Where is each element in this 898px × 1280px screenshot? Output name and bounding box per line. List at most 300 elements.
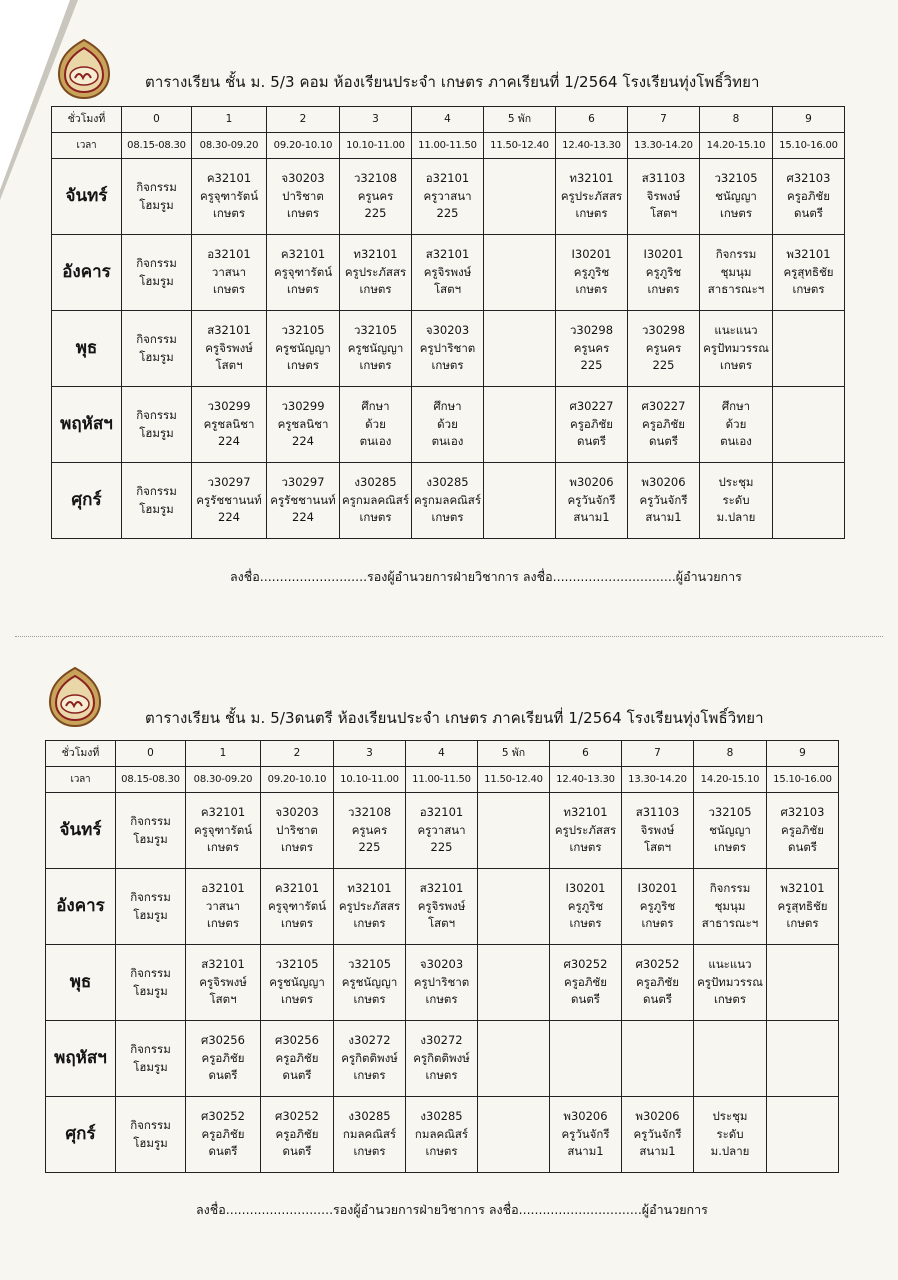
class-cell-line: เกษตร xyxy=(280,840,314,855)
class-cell-line: ศึกษา xyxy=(361,398,390,413)
class-cell-line: เกษตร xyxy=(792,282,825,297)
class-cell-line: พ30206 xyxy=(563,1108,608,1123)
class-cell-line: โสตฯ xyxy=(649,206,678,221)
class-cell xyxy=(122,235,192,311)
day-label: จันทร์ xyxy=(52,159,122,235)
class-cell-line: ครูอภิชัย xyxy=(275,1050,319,1065)
day-row xyxy=(52,159,845,235)
class-cell-line: ศ30252 xyxy=(635,956,680,971)
class-cell xyxy=(773,159,845,235)
class-cell-line: ด้วย xyxy=(365,416,386,431)
day-label: พฤหัสฯ xyxy=(46,1021,116,1097)
class-cell-line: 224 xyxy=(218,434,240,449)
class-cell-line: ท32101 xyxy=(353,246,398,261)
header-cell: 15.10-16.00 xyxy=(767,767,839,793)
class-cell-line: ครูสุทธิชัย xyxy=(783,264,834,279)
class-cell-line: กิจกรรม xyxy=(130,1041,171,1056)
header-cell: 6 xyxy=(550,741,622,767)
class-cell-line: ศ32103 xyxy=(786,170,831,185)
class-cell-line: ครูปัทมวรรณ xyxy=(697,974,763,989)
class-cell-line: เกษตร xyxy=(359,282,392,297)
sheet-title: ตารางเรียน ชั้น ม. 5/3ดนตรี ห้องเรียนประจำ เกษตร ภาคเรียนที่ 1/2564 โรงเรียนทุ่งโพธิ์วิทยา xyxy=(145,709,764,727)
class-cell-line: แนะแนว xyxy=(714,322,758,337)
class-cell-line: ครูวันจักรี xyxy=(561,1126,610,1141)
class-cell-line: ครูกิตติพงษ์ xyxy=(413,1050,470,1065)
header-cell: 12.40-13.30 xyxy=(550,767,622,793)
class-cell xyxy=(267,311,340,387)
class-cell-line: เกษตร xyxy=(425,1144,458,1159)
class-cell-line: จ30203 xyxy=(419,956,464,971)
class-cell xyxy=(340,387,412,463)
class-cell xyxy=(334,945,406,1021)
class-cell xyxy=(694,1021,767,1097)
class-cell-line: ว32105 xyxy=(353,322,398,337)
day-label: ศุกร์ xyxy=(52,463,122,539)
class-cell-line: 225 xyxy=(580,358,603,373)
class-cell-line: กิจกรรม xyxy=(715,246,757,261)
class-cell-line: ดนตรี xyxy=(282,1068,312,1083)
class-cell xyxy=(484,235,556,311)
class-cell xyxy=(622,793,694,869)
class-cell-line: เกษตร xyxy=(719,358,753,373)
header-cell: 5 พัก xyxy=(478,741,550,767)
signature-line: ลงชื่อ...........................รองผู้อำนวยการฝ่ายวิชาการ ลงชื่อ...............................ผู้อำนวยการ xyxy=(230,569,742,584)
class-cell-line: ครูกิตติพงษ์ xyxy=(341,1050,398,1065)
cut-divider xyxy=(15,636,883,637)
class-cell-line: ครูกมลคณิสร์ xyxy=(413,492,482,507)
day-row xyxy=(52,235,845,311)
class-cell-line: ว32108 xyxy=(353,170,398,185)
class-cell-line: ครูจิรพงษ์ xyxy=(423,264,472,279)
class-cell-line: ประชุม xyxy=(718,474,754,489)
day-row xyxy=(52,463,845,539)
class-cell xyxy=(773,235,845,311)
class-cell xyxy=(773,463,845,539)
class-cell xyxy=(622,869,694,945)
class-cell-line: ครูปัทมวรรณ xyxy=(703,340,769,355)
class-cell xyxy=(628,387,700,463)
class-cell xyxy=(773,387,845,463)
header-cell: 2 xyxy=(267,107,340,133)
class-cell-line: จ30203 xyxy=(281,170,325,185)
day-label: จันทร์ xyxy=(46,793,116,869)
class-cell-line: ครูภูริช xyxy=(645,264,682,279)
class-cell-line: เกษตร xyxy=(353,1068,386,1083)
class-cell-line: ครูจุฑารัตน์ xyxy=(273,264,333,279)
class-cell-line: โฮมรูม xyxy=(139,501,174,516)
class-cell xyxy=(334,1021,406,1097)
class-cell-line: เกษตร xyxy=(719,206,753,221)
class-cell-line: ศ30227 xyxy=(641,398,686,413)
class-cell-line: กิจกรรม xyxy=(136,331,177,346)
class-cell xyxy=(550,1021,622,1097)
header-cell: 12.40-13.30 xyxy=(556,133,628,159)
class-cell xyxy=(116,1097,186,1173)
class-cell-line: กิจกรรม xyxy=(136,483,177,498)
header-cell: 08.15-08.30 xyxy=(116,767,186,793)
class-cell-line: โฮมรูม xyxy=(139,197,174,212)
class-cell-line: ชนัญญา xyxy=(709,822,751,837)
class-cell-line: ส32101 xyxy=(419,880,464,895)
day-label: ศุกร์ xyxy=(46,1097,116,1173)
class-cell-line: เกษตร xyxy=(425,1068,458,1083)
header-cell: 08.30-09.20 xyxy=(192,133,267,159)
class-cell xyxy=(622,1021,694,1097)
class-cell-line: กิจกรรม xyxy=(709,880,751,895)
class-cell xyxy=(622,945,694,1021)
class-cell-line: กิจกรรม xyxy=(136,179,177,194)
class-cell-line: เกษตร xyxy=(713,992,747,1007)
class-cell xyxy=(267,387,340,463)
class-cell xyxy=(261,945,334,1021)
class-cell xyxy=(267,235,340,311)
class-cell-line: ครูประภัสสร xyxy=(338,898,401,913)
class-cell-line: ด้วย xyxy=(437,416,458,431)
class-cell-line: ศ30252 xyxy=(275,1108,319,1123)
class-cell-line: ค32101 xyxy=(200,804,246,819)
class-cell-line: อ32101 xyxy=(419,804,464,819)
class-cell-line: 224 xyxy=(292,434,314,449)
class-cell xyxy=(694,945,767,1021)
class-cell-line: ค32101 xyxy=(280,246,326,261)
class-cell xyxy=(478,945,550,1021)
class-cell-line: เกษตร xyxy=(431,358,464,373)
class-cell-line: ครูประภัสสร xyxy=(344,264,407,279)
class-cell-line: ดนตรี xyxy=(208,1068,238,1083)
class-cell-line: เกษตร xyxy=(425,992,458,1007)
class-cell-line: ด้วย xyxy=(725,416,747,431)
class-cell-line: โสตฯ xyxy=(427,916,456,931)
class-cell xyxy=(412,159,484,235)
header-cell: 08.30-09.20 xyxy=(186,767,261,793)
class-cell-line: ส32101 xyxy=(425,246,470,261)
header-cell: 6 xyxy=(556,107,628,133)
class-cell-line: ว32105 xyxy=(347,956,392,971)
class-cell xyxy=(700,463,773,539)
class-cell xyxy=(550,1097,622,1173)
class-cell xyxy=(556,463,628,539)
class-cell xyxy=(700,235,773,311)
class-cell xyxy=(334,1097,406,1173)
class-cell-line: 225 xyxy=(652,358,675,373)
class-cell-line: ดนตรี xyxy=(788,840,817,855)
class-cell-line: ครูรัชชานนท์ xyxy=(196,492,262,507)
class-cell xyxy=(767,1097,839,1173)
class-cell xyxy=(186,945,261,1021)
class-cell-line: สนาม1 xyxy=(573,510,610,525)
class-cell-line: เกษตร xyxy=(212,206,246,221)
class-cell-line: กิจกรรม xyxy=(130,813,171,828)
class-cell-line: เกษตร xyxy=(353,992,386,1007)
class-cell-line: 224 xyxy=(292,510,314,525)
class-cell-line: พ30206 xyxy=(641,474,686,489)
class-cell-line: เกษตร xyxy=(786,916,819,931)
class-cell xyxy=(694,869,767,945)
class-cell-line: ชนัญญา xyxy=(715,188,757,203)
class-cell xyxy=(767,869,839,945)
day-row xyxy=(46,945,839,1021)
class-cell-line: ครูประภัสสร xyxy=(554,822,617,837)
class-cell-line: โสตฯ xyxy=(215,358,243,373)
class-cell-line: ท32101 xyxy=(563,804,608,819)
class-cell-line: จิรพงษ์ xyxy=(646,188,681,203)
class-cell-line: กิจกรรม xyxy=(130,889,171,904)
class-cell xyxy=(412,311,484,387)
class-cell-line: พ30206 xyxy=(569,474,614,489)
class-cell xyxy=(186,1021,261,1097)
class-cell-line: ครูชนัญญา xyxy=(269,974,325,989)
header-cell: 14.20-15.10 xyxy=(700,133,773,159)
class-cell-line: ครูภูริช xyxy=(573,264,610,279)
class-cell xyxy=(116,869,186,945)
header-cell: 11.50-12.40 xyxy=(478,767,550,793)
class-cell-line: ครูชลนิชา xyxy=(277,416,329,431)
class-cell xyxy=(261,793,334,869)
class-cell-line: เกษตร xyxy=(431,510,464,525)
class-cell-line: จ30203 xyxy=(425,322,470,337)
class-cell-line: แนะแนว xyxy=(708,956,752,971)
class-cell-line: เกษตร xyxy=(713,840,747,855)
row-heading: ชั่วโมงที่ xyxy=(52,107,122,133)
class-cell-line: พ32101 xyxy=(786,246,831,261)
header-cell: 9 xyxy=(773,107,845,133)
class-cell-line: I30201 xyxy=(637,880,678,895)
class-cell xyxy=(340,159,412,235)
header-cell: 13.30-14.20 xyxy=(622,767,694,793)
class-cell xyxy=(550,793,622,869)
class-cell-line: ครูนคร xyxy=(357,188,394,203)
class-cell xyxy=(192,463,267,539)
class-cell xyxy=(484,387,556,463)
class-cell xyxy=(340,235,412,311)
class-cell-line: จิรพงษ์ xyxy=(640,822,675,837)
class-cell xyxy=(700,159,773,235)
class-cell-line: ง30285 xyxy=(420,1108,463,1123)
class-cell xyxy=(261,869,334,945)
class-cell xyxy=(628,463,700,539)
class-cell-line: ระดับ xyxy=(722,492,750,507)
class-cell-line: ตนเอง xyxy=(720,434,752,449)
class-cell-line: เกษตร xyxy=(280,992,314,1007)
class-cell-line: ศ30256 xyxy=(275,1032,319,1047)
class-cell-line: ครูสุทธิชัย xyxy=(777,898,828,913)
class-cell-line: เกษตร xyxy=(286,282,320,297)
class-cell-line: โฮมรูม xyxy=(133,983,168,998)
class-cell xyxy=(186,1097,261,1173)
class-cell-line: โฮมรูม xyxy=(133,907,168,922)
class-cell-line: กมลคณิสร์ xyxy=(414,1126,469,1141)
class-cell-line: 225 xyxy=(358,840,381,855)
class-cell-line: เกษตร xyxy=(206,916,240,931)
class-cell-line: I30201 xyxy=(571,246,612,261)
class-cell-line: I30201 xyxy=(565,880,606,895)
header-cell: 3 xyxy=(334,741,406,767)
class-cell xyxy=(700,387,773,463)
class-cell-line: ครูอภิชัย xyxy=(201,1126,245,1141)
class-cell-line: โฮมรูม xyxy=(139,425,174,440)
row-heading: เวลา xyxy=(46,767,116,793)
class-cell-line: ครูอภิชัย xyxy=(275,1126,319,1141)
class-cell-line: สาธารณะฯ xyxy=(701,916,759,931)
header-cell: 9 xyxy=(767,741,839,767)
class-cell-line: ครูนคร xyxy=(573,340,610,355)
header-cell: 1 xyxy=(192,107,267,133)
row-heading: ชั่วโมงที่ xyxy=(46,741,116,767)
class-cell-line: ส31103 xyxy=(641,170,686,185)
class-cell-line: ง30272 xyxy=(420,1032,463,1047)
class-cell-line: เกษตร xyxy=(286,358,320,373)
class-cell-line: ครูอภิชัย xyxy=(781,822,824,837)
timetable xyxy=(45,740,839,1173)
class-cell-line: ครูชนัญญา xyxy=(347,340,404,355)
class-cell-line: ว30299 xyxy=(207,398,251,413)
class-cell xyxy=(412,463,484,539)
class-cell xyxy=(116,945,186,1021)
header-cell: 5 พัก xyxy=(484,107,556,133)
class-cell-line: ดนตรี xyxy=(643,992,672,1007)
class-cell-line: ครูอภิชัย xyxy=(570,416,613,431)
header-cell: 10.10-11.00 xyxy=(334,767,406,793)
class-cell-line: วาสนา xyxy=(205,898,241,913)
class-cell xyxy=(550,945,622,1021)
day-row xyxy=(46,869,839,945)
class-cell-line: ครูวาสนา xyxy=(423,188,472,203)
class-cell xyxy=(694,793,767,869)
class-cell-line: I30201 xyxy=(643,246,684,261)
class-cell-line: ปาริชาต xyxy=(276,822,318,837)
period-header-row xyxy=(46,741,839,767)
class-cell-line: ตนเอง xyxy=(431,434,464,449)
header-cell: 7 xyxy=(628,107,700,133)
class-cell-line: อ32101 xyxy=(207,246,251,261)
class-cell xyxy=(556,387,628,463)
class-cell xyxy=(122,311,192,387)
header-cell: 3 xyxy=(340,107,412,133)
class-cell-line: ส32101 xyxy=(201,956,245,971)
header-cell: 0 xyxy=(122,107,192,133)
header-cell: 13.30-14.20 xyxy=(628,133,700,159)
class-cell-line: เกษตร xyxy=(212,282,246,297)
class-cell-line: ครูนคร xyxy=(645,340,682,355)
class-cell-line: ศ30256 xyxy=(201,1032,245,1047)
class-cell xyxy=(334,869,406,945)
class-cell-line: ครูจุฑารัตน์ xyxy=(267,898,327,913)
class-cell-line: ครูจิรพงษ์ xyxy=(199,974,247,989)
class-cell xyxy=(767,1021,839,1097)
time-header-row xyxy=(52,133,845,159)
class-cell-line: ว32105 xyxy=(714,170,758,185)
class-cell xyxy=(478,793,550,869)
class-cell-line: กิจกรรม xyxy=(130,1117,171,1132)
class-cell xyxy=(484,463,556,539)
class-cell-line: เกษตร xyxy=(647,282,680,297)
class-cell-line: ประชุม xyxy=(712,1108,748,1123)
class-cell-line: เกษตร xyxy=(286,206,320,221)
class-cell-line: ครูวันจักรี xyxy=(639,492,688,507)
class-cell-line: โฮมรูม xyxy=(139,273,174,288)
class-cell-line: เกษตร xyxy=(359,510,392,525)
header-cell: 4 xyxy=(412,107,484,133)
class-cell-line: กิจกรรม xyxy=(136,407,177,422)
class-cell xyxy=(334,793,406,869)
header-cell: 0 xyxy=(116,741,186,767)
class-cell xyxy=(700,311,773,387)
class-cell-line: ส32101 xyxy=(207,322,251,337)
class-cell xyxy=(122,159,192,235)
class-cell-line: เกษตร xyxy=(569,840,602,855)
class-cell xyxy=(622,1097,694,1173)
class-cell-line: 225 xyxy=(436,206,459,221)
class-cell xyxy=(556,159,628,235)
class-cell-line: สาธารณะฯ xyxy=(707,282,765,297)
header-cell: 10.10-11.00 xyxy=(340,133,412,159)
class-cell-line: 224 xyxy=(218,510,240,525)
class-cell-line: ครูจุฑารัตน์ xyxy=(199,188,259,203)
class-cell-line: ครูจิรพงษ์ xyxy=(417,898,466,913)
class-cell-line: ค32101 xyxy=(206,170,252,185)
class-cell-line: ม.ปลาย xyxy=(716,510,756,525)
class-cell-line: กิจกรรม xyxy=(130,965,171,980)
class-cell-line: เกษตร xyxy=(353,916,386,931)
class-cell-line: ดนตรี xyxy=(208,1144,238,1159)
class-cell xyxy=(550,869,622,945)
class-cell xyxy=(767,793,839,869)
class-cell xyxy=(556,235,628,311)
class-cell-line: ม.ปลาย xyxy=(710,1144,750,1159)
day-row xyxy=(46,1021,839,1097)
class-cell-line: ศ32103 xyxy=(780,804,825,819)
timetable xyxy=(51,106,845,539)
class-cell-line: ว32105 xyxy=(281,322,325,337)
class-cell-line: กิจกรรม xyxy=(136,255,177,270)
header-cell: 11.00-11.50 xyxy=(412,133,484,159)
class-cell-line: สนาม1 xyxy=(639,1144,676,1159)
class-cell-line: ดนตรี xyxy=(794,206,823,221)
class-cell-line: ครูวาสนา xyxy=(417,822,466,837)
class-cell xyxy=(628,235,700,311)
class-cell-line: ว30297 xyxy=(207,474,251,489)
class-cell xyxy=(406,945,478,1021)
class-cell xyxy=(192,159,267,235)
class-cell-line: ตนเอง xyxy=(359,434,392,449)
class-cell-line: ครูอภิชัย xyxy=(642,416,685,431)
class-cell-line: ครูอภิชัย xyxy=(787,188,830,203)
class-cell-line: อ32101 xyxy=(425,170,470,185)
school-logo-icon xyxy=(46,666,104,728)
class-cell-line: ครูวันจักรี xyxy=(567,492,616,507)
period-header-row xyxy=(52,107,845,133)
class-cell-line: ครูอภิชัย xyxy=(636,974,679,989)
class-cell-line: ศ30252 xyxy=(201,1108,245,1123)
class-cell-line: ส31103 xyxy=(635,804,680,819)
class-cell xyxy=(116,793,186,869)
class-cell-line: ว32105 xyxy=(708,804,752,819)
class-cell-line: เกษตร xyxy=(575,282,608,297)
class-cell-line: ครูชนัญญา xyxy=(275,340,331,355)
class-cell-line: ง30285 xyxy=(354,474,397,489)
header-cell: 1 xyxy=(186,741,261,767)
class-cell xyxy=(406,869,478,945)
day-row xyxy=(52,311,845,387)
class-cell xyxy=(478,869,550,945)
class-cell-line: ครูรัชชานนท์ xyxy=(270,492,336,507)
class-cell-line: ครูภูริช xyxy=(567,898,604,913)
class-cell-line: กมลคณิสร์ xyxy=(342,1126,397,1141)
class-cell-line: ศ30227 xyxy=(569,398,614,413)
class-cell-line: ว30297 xyxy=(281,474,325,489)
header-cell: 15.10-16.00 xyxy=(773,133,845,159)
class-cell-line: ระดับ xyxy=(716,1126,744,1141)
